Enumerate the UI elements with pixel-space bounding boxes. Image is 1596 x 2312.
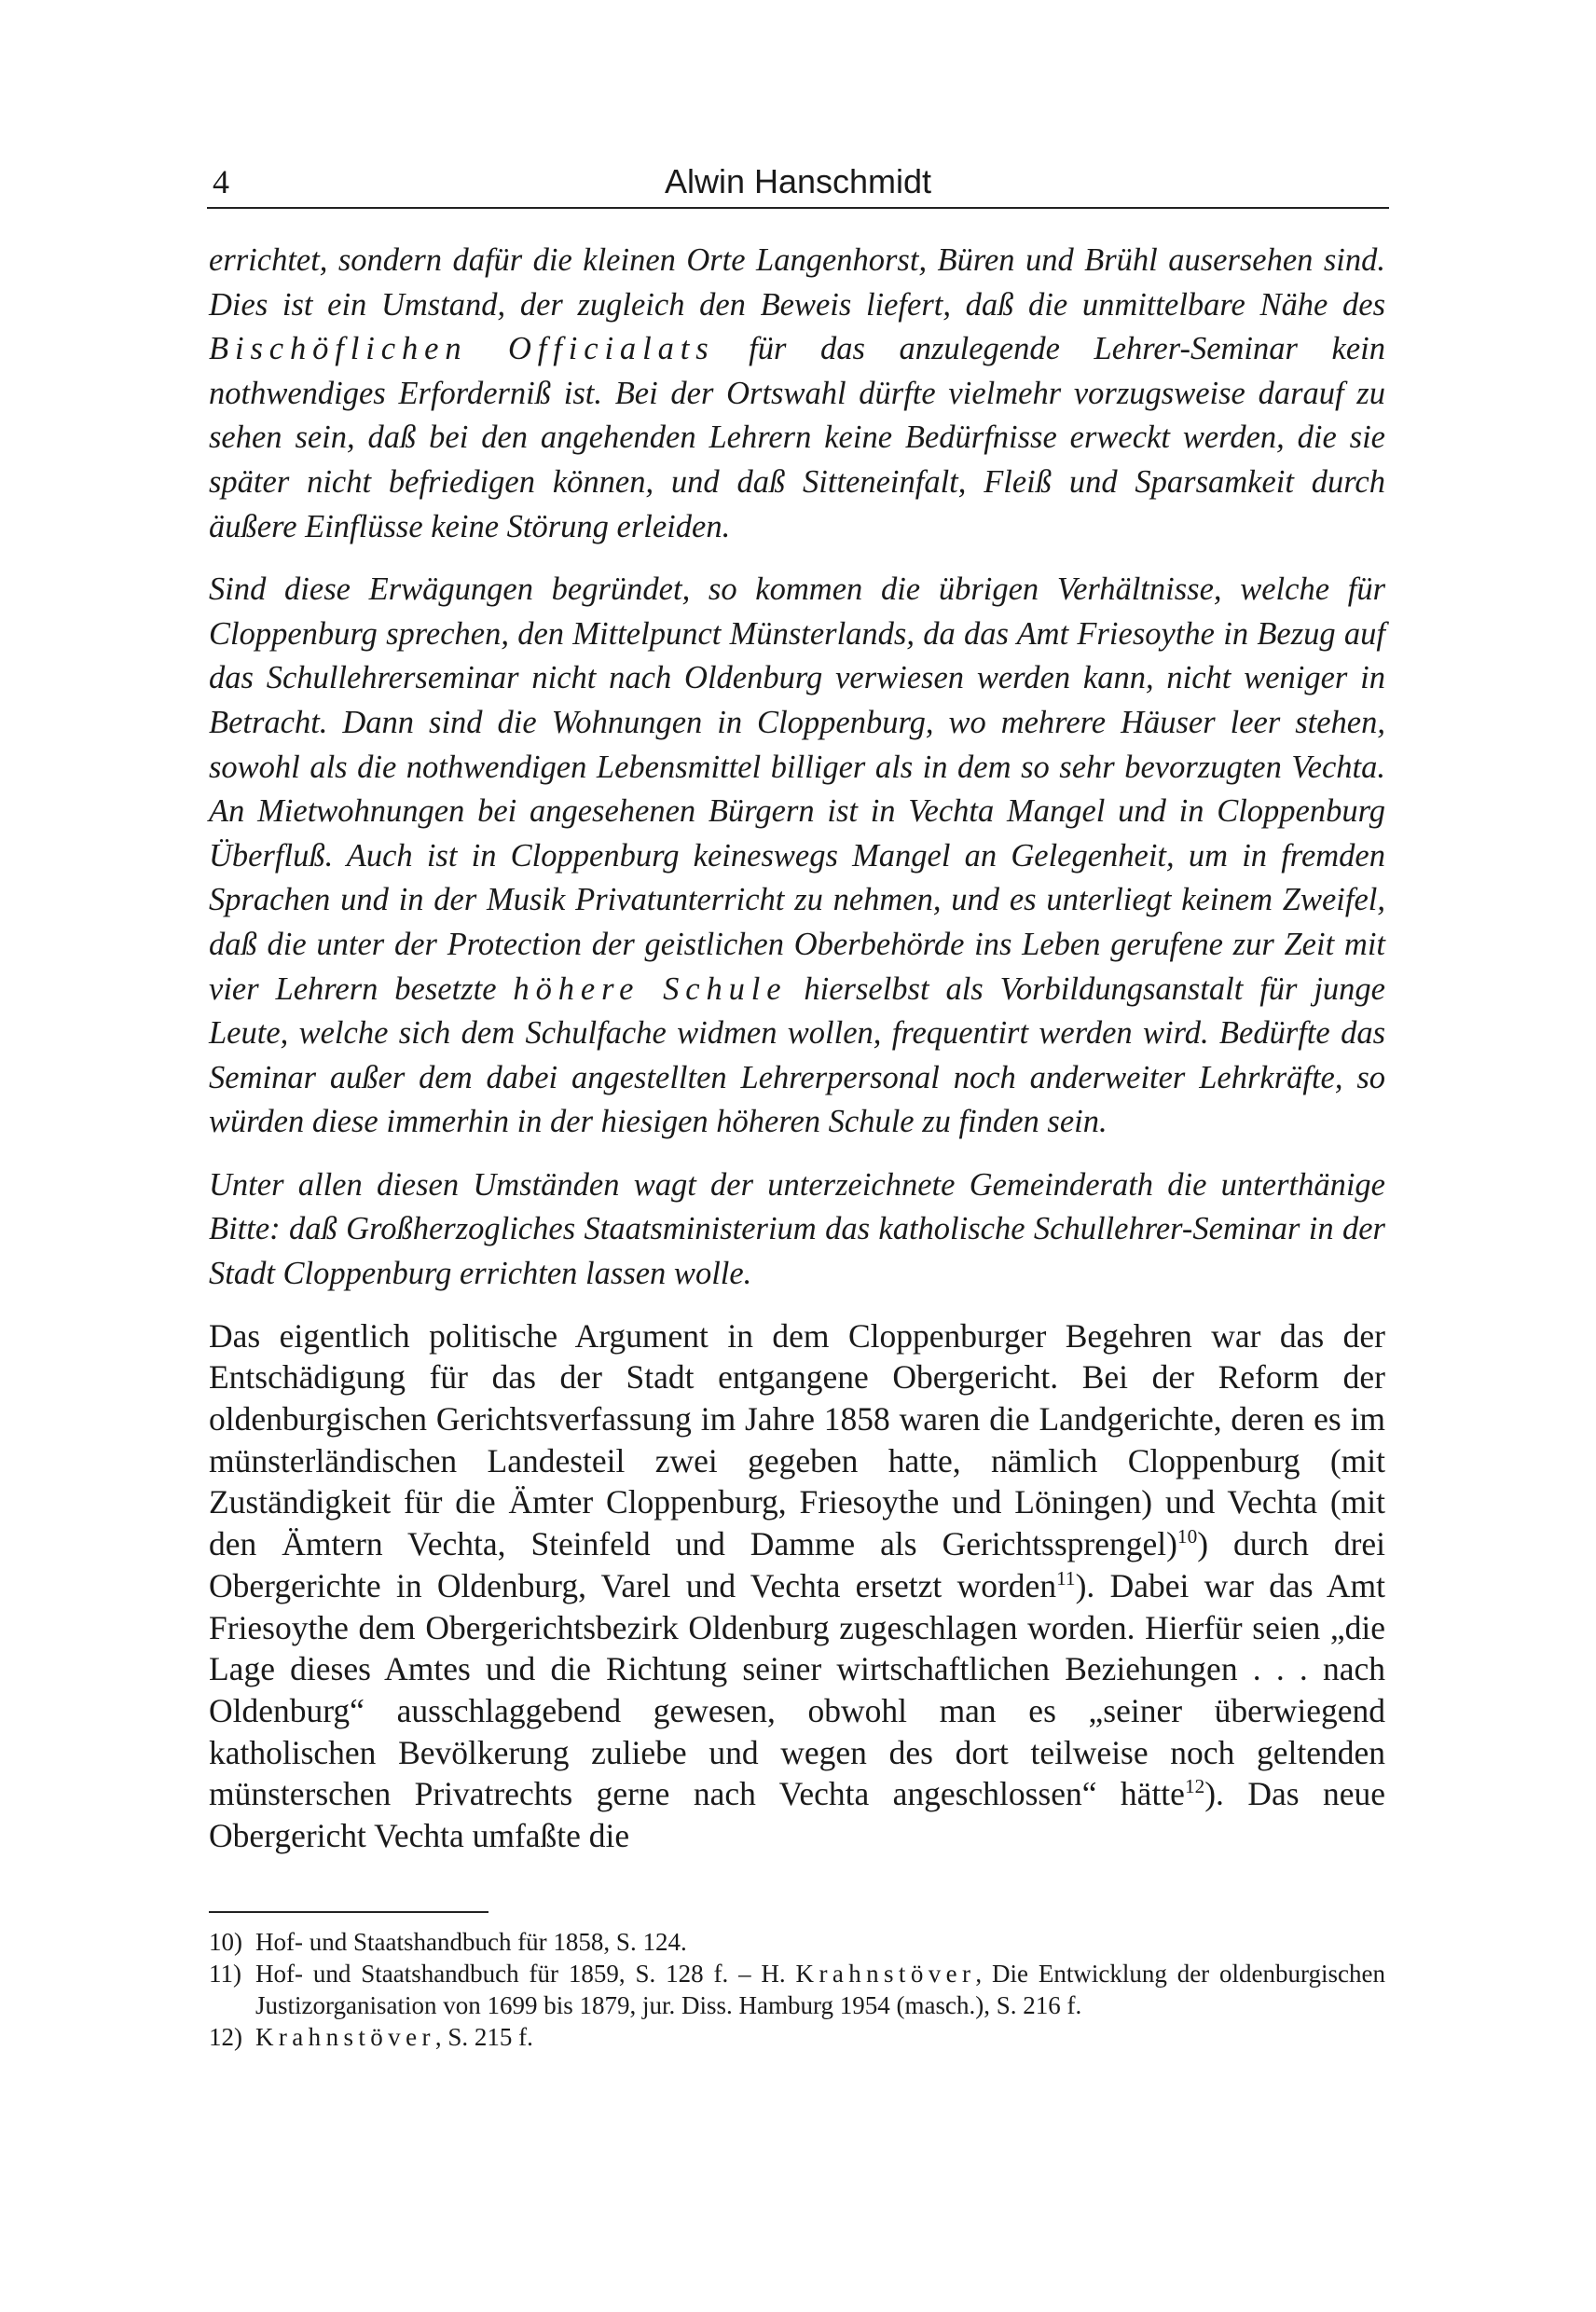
- main-paragraph-text-b: ) durch drei Obergerichte in Oldenburg, Varel und Vechta ersetzt worden: [209, 1525, 1386, 1604]
- footnote-ref-11: 11: [1056, 1567, 1076, 1590]
- quote-paragraph-2: [209, 568, 1385, 1145]
- main-paragraph-text-c: ). Dabei war das Amt Friesoythe dem Obergerichtsbezirk Oldenburg zugeschlagen worden. Hierfür seien „die Lage dieses Amtes und die Richtung seiner wirtschaftlichen Beziehungen . . . nach Oldenburg“ ausschlaggebend gewesen, obwohl man es „seiner überwiegend katholischen Bevölkerung zuliebe und wegen des dort teilweise noch geltenden münsterschen Privatrechts gerne nach Vechta angeschlossen“ hätte: [209, 1566, 1386, 1813]
- main-paragraph: [209, 1315, 1385, 1857]
- quote-3-text: Unter allen diesen Umständen wagt der unterzeichnete Gemeinderath die unterthänige Bitte: daß Großherzogliches Staatsministerium das katholische Schullehrer-Seminar in der Stadt Cloppenburg errichten lassen wolle.: [209, 1166, 1385, 1292]
- footnote-mark: 12): [209, 2023, 242, 2051]
- footnote-text-b: , S. 215 f.: [434, 2023, 533, 2051]
- quote-2-text-b: hierselbst als Vorbildungsanstalt für junge Leute, welche sich dem Schulfache widmen wollen, frequentirt werden wird. Bedürfte das Seminar außer dem dabei angestellten Lehrerpersonal noch anderweiter Lehrkräfte, so würden diese immerhin in der hiesigen höheren Schule zu finden sein.: [209, 970, 1385, 1140]
- footnote-11: [209, 1958, 1385, 2021]
- main-paragraph-text-a: Das eigentlich politische Argument in dem Cloppenburger Begehren war das der Entschädigung für das der Stadt entgangene Obergericht. Bei der Reform der oldenburgischen Gerichtsverfassung im Jahre 1858 waren die Landgerichte, deren es im münsterländischen Landesteil zwei gegeben hatte, nämlich Cloppenburg (mit Zuständigkeit für die Ämter Cloppenburg, Friesoythe und Löningen) und Vechta (mit den Ämtern Vechta, Steinfeld und Damme als Gerichtssprengel): [209, 1316, 1385, 1563]
- page-header: [207, 149, 1389, 209]
- footnote-ref-10: 10: [1176, 1525, 1198, 1548]
- footnote-mark: 11): [209, 1960, 241, 1988]
- running-head: Alwin Hanschmidt: [664, 162, 932, 200]
- footnote-ref-12: 12: [1184, 1775, 1205, 1798]
- footnote-author: Krahnstöver: [795, 1960, 976, 1988]
- footnote-divider: [209, 1911, 488, 1913]
- footnote-10: [209, 1926, 1385, 1958]
- quote-paragraph-1: [209, 239, 1385, 549]
- footnote-text: Hof- und Staatshandbuch für 1858, S. 124.: [255, 1928, 687, 1956]
- main-paragraph-text-d: ). Das neue Obergericht Vechta umfaßte die: [209, 1775, 1386, 1855]
- footnote-author: Krahnstöver: [255, 2023, 435, 2051]
- body-text: [209, 239, 1385, 1876]
- page-number: 4: [213, 163, 229, 200]
- footnote-text-a: Hof- und Staatshandbuch für 1859, S. 128 f. – H.: [255, 1960, 796, 1988]
- quote-paragraph-3: [209, 1163, 1385, 1297]
- quote-1-spaced-term: Bischöflichen Officialats: [209, 331, 715, 367]
- footnote-mark: 10): [209, 1928, 242, 1956]
- quote-2-text-a: Sind diese Erwägungen begründet, so kommen die übrigen Verhältnisse, welche für Cloppenburg sprechen, den Mittelpunct Münsterlands, da das Amt Friesoythe in Bezug auf das Schullehrerseminar nicht nach Oldenburg verwiesen werden kann, nicht weniger in Betracht. Dann sind die Wohnungen in Cloppenburg, wo mehrere Häuser leer stehen, sowohl als die nothwendigen Lebensmittel billiger als in dem so sehr bevorzugten Vechta. An Mietwohnungen bei angesehenen Bürgern ist in Vechta Mangel und in Cloppenburg Überfluß. Auch ist in Cloppenburg keineswegs Mangel an Gelegenheit, um in fremden Sprachen und in der Musik Privatunterricht zu nehmen, und es unterliegt keinem Zweifel, daß die unter der Protection der geistlichen Oberbehörde ins Leben gerufene zur Zeit mit vier Lehrern besetzte: [209, 571, 1385, 1007]
- quote-2-spaced-term: höhere Schule: [513, 970, 788, 1007]
- footnote-text-b: , Die Entwicklung der oldenburgischen Justizorganisation von 1699 bis 1879, jur. Diss. Hamburg 1954 (masch.), S. 216 f.: [255, 1960, 1386, 2019]
- quote-1-text-b: für das anzulegende Lehrer-Seminar kein nothwendiges Erforderniß ist. Bei der Ortswahl dürfte vielmehr vorzugsweise darauf zu sehen sein, daß bei den angehenden Lehrern keine Bedürfnisse erweckt werden, die sie später nicht befriedigen können, und daß Sitteneinfalt, Fleiß und Sparsamkeit durch äußere Einflüsse keine Störung erleiden.: [209, 331, 1385, 544]
- footnotes: [209, 1926, 1385, 2053]
- footnote-12: [209, 2021, 1385, 2053]
- quote-1-text-a: errichtet, sondern dafür die kleinen Orte Langenhorst, Büren und Brühl ausersehen sind. Dies ist ein Umstand, der zugleich den Beweis liefert, daß die unmittelbare Nähe des: [209, 242, 1385, 323]
